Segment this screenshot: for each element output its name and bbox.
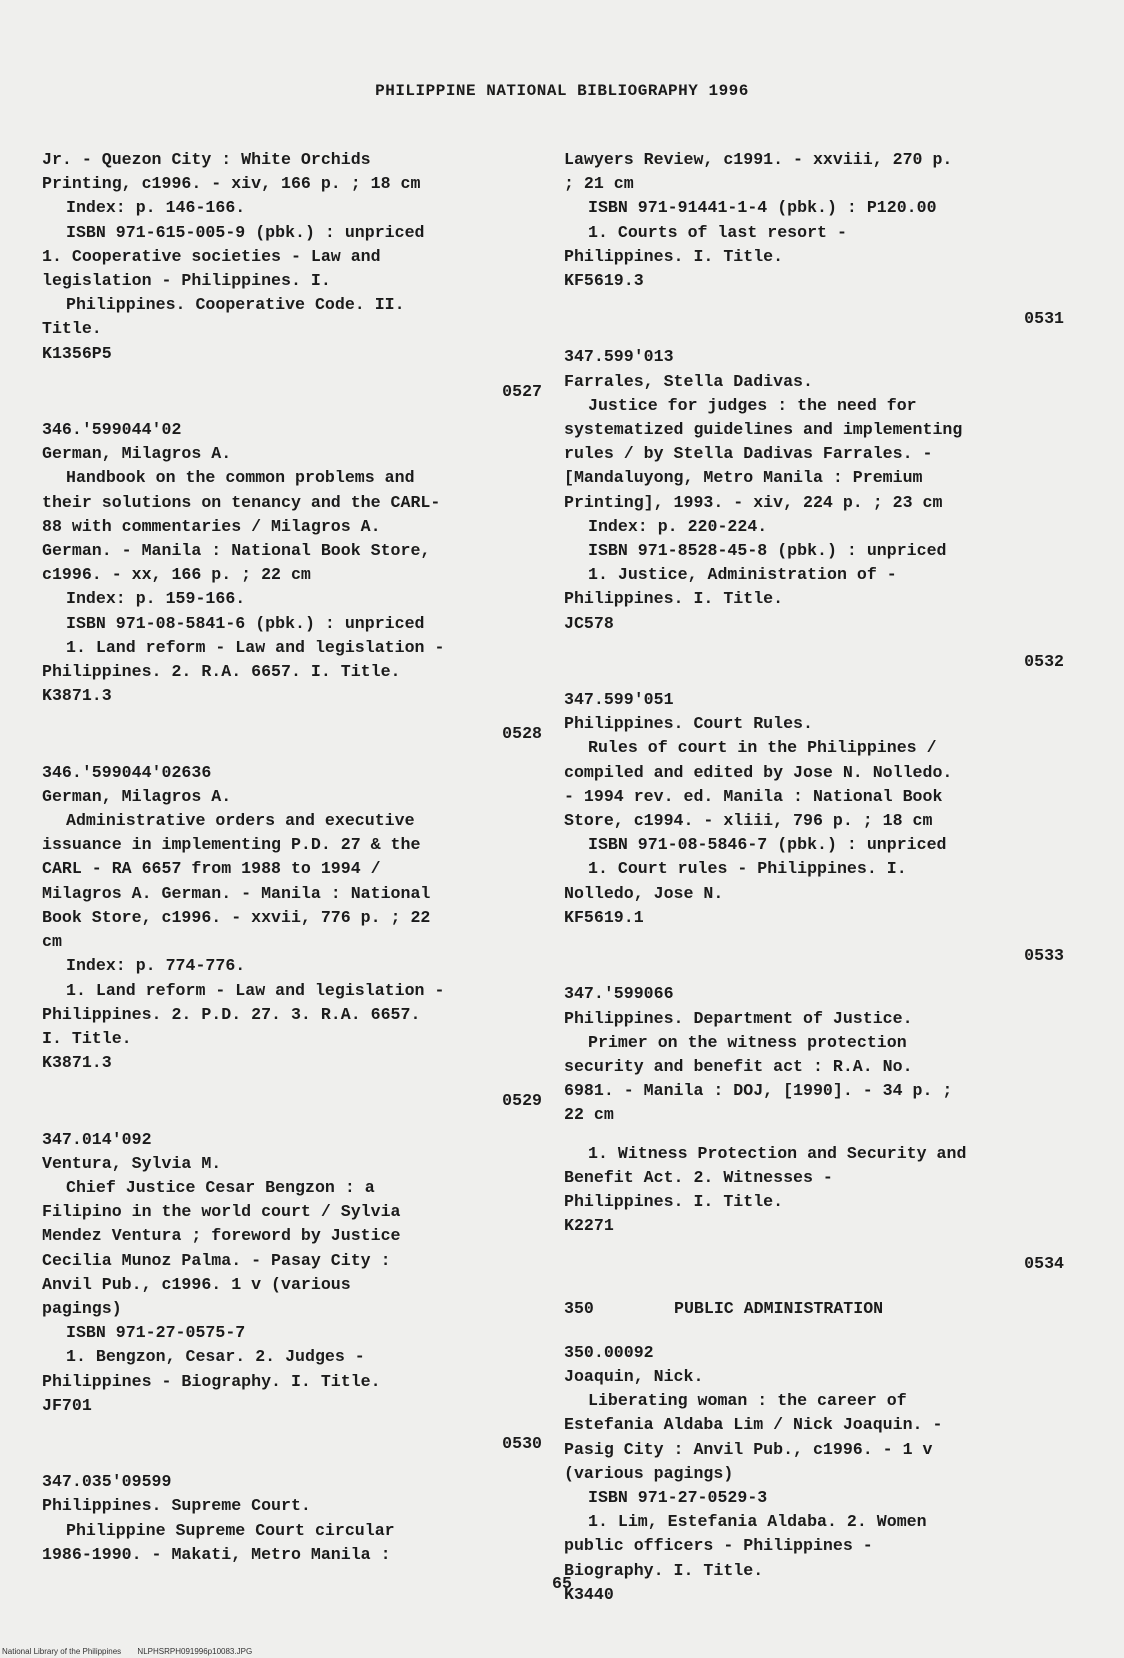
entry-number: 0533 [1024,946,1064,966]
entry-line: Book Store, c1996. - xxvii, 776 p. ; 22 [42,907,431,927]
entry-line: ISBN 971-27-0575-7 [66,1323,246,1343]
entry-line: ISBN 971-08-5846-7 (pbk.) : unpriced [588,835,947,855]
entry-line: legislation - Philippines. I. [42,271,331,291]
scan-footer [2,1647,252,1656]
entry-line: Farrales, Stella Dadivas. [564,371,813,391]
entry-line: their solutions on tenancy and the CARL- [42,492,441,512]
entry-line: ISBN 971-91441-1-4 (pbk.) : P120.00 [588,198,937,218]
entry-line: Joaquin, Nick. [564,1366,704,1386]
entry-line: Printing], 1993. - xiv, 224 p. ; 23 cm [564,492,943,512]
entry-line: Philippines. I. Title. [564,1191,784,1211]
entry-line: Philippines. 2. P.D. 27. 3. R.A. 6657. [42,1004,421,1024]
bibliographic-entry [564,345,1064,635]
entry-line: systematized guidelines and implementing [564,420,963,440]
entry-line: JC578 [564,613,614,633]
entry-line: CARL - RA 6657 from 1988 to 1994 / [42,859,381,879]
entry-line: Benefit Act. 2. Witnesses - [564,1167,833,1187]
entry-line: ISBN 971-27-0529-3 [588,1487,768,1507]
section-title: PUBLIC ADMINISTRATION [674,1298,884,1318]
entry-line: Ventura, Sylvia M. [42,1153,222,1173]
entry-number: 0530 [502,1433,542,1453]
entry-line: Index: p. 159-166. [66,589,246,609]
entry-line: 1. Witness Protection and Security and [588,1143,967,1163]
entry-line: Index: p. 774-776. [66,956,246,976]
section-class-number: 350 [564,1298,594,1318]
entry-line: K3440 [564,1584,614,1604]
bibliographic-entry [564,1341,1064,1607]
entry-line: Philippines. Court Rules. [564,714,813,734]
entry-line: ISBN 971-08-5841-6 (pbk.) : unpriced [66,613,425,633]
entry-line: 347.599'051 [564,690,674,710]
entry-line: 1986-1990. - Makati, Metro Manila : [42,1544,391,1564]
entry-line: 1. Land reform - Law and legislation - [66,980,445,1000]
entry-line: K2271 [564,1216,614,1236]
entry-line: Index: p. 220-224. [588,516,768,536]
entry-line: - 1994 rev. ed. Manila : National Book [564,786,943,806]
section-heading [564,1297,1064,1321]
entry-line: Philippines. 2. R.A. 6657. I. Title. [42,662,401,682]
entry-line: Cecilia Munoz Palma. - Pasay City : [42,1250,391,1270]
entry-line: 346.'599044'02 [42,420,182,440]
bibliographic-entry [564,982,1064,1127]
entry-line: Filipino in the world court / Sylvia [42,1202,401,1222]
entry-line: 1. Court rules - Philippines. I. [588,859,907,879]
entry-line: 1. Land reform - Law and legislation - [66,637,445,657]
entry-line: Philippines. I. Title. [564,589,784,609]
entry-line: Rules of court in the Philippines / [588,738,937,758]
entry-line: Philippines. I. Title. [564,246,784,266]
right-column [564,148,1064,1607]
entry-line: 347.035'09599 [42,1472,172,1492]
entry-line: 1. Bengzon, Cesar. 2. Judges - [66,1347,365,1367]
entry-line: Index: p. 146-166. [66,198,246,218]
entry-line: Chief Justice Cesar Bengzon : a [66,1177,375,1197]
entry-line: Store, c1994. - xliii, 796 p. ; 18 cm [564,811,933,831]
entry-line: Lawyers Review, c1991. - xxviii, 270 p. [564,150,953,169]
entry-line: KF5619.1 [564,907,644,927]
entry-line: Primer on the witness protection [588,1032,907,1052]
entry-line: [Mandaluyong, Metro Manila : Premium [564,468,923,488]
bibliographic-entry [42,418,542,708]
bibliographic-entry [42,1470,542,1567]
entry-line: Administrative orders and executive [66,811,415,831]
entry-line: (various pagings) [564,1463,734,1483]
entry-line: Title. [42,319,102,339]
entry-line: Jr. - Quezon City : White Orchids [42,150,371,169]
entry-line: c1996. - xx, 166 p. ; 22 cm [42,565,311,585]
entry-line: 350.00092 [564,1342,654,1362]
entry-line: 1. Courts of last resort - [588,222,847,242]
entry-line: Anvil Pub., c1996. 1 v (various [42,1274,351,1294]
bibliographic-entry [564,688,1064,930]
entry-line: Philippines. Supreme Court. [42,1496,311,1516]
left-column [42,148,542,1567]
entry-number: 0528 [502,724,542,744]
entry-line: pagings) [42,1298,122,1318]
entry-line: Justice for judges : the need for [588,395,917,415]
entry-line: Philippines. Department of Justice. [564,1008,913,1028]
entry-line: Philippines. Cooperative Code. II. [66,295,405,315]
entry-line: Handbook on the common problems and [66,468,415,488]
entry-line: 346.'599044'02636 [42,762,212,782]
entry-line: rules / by Stella Dadivas Farrales. - [564,444,933,464]
entry-line: 1. Lim, Estefania Aldaba. 2. Women [588,1512,927,1532]
entry-line: Liberating woman : the career of [588,1391,907,1411]
footer-file: NLPHSRPH091996p10083.JPG [137,1647,253,1656]
entry-line: 22 cm [564,1105,614,1125]
page-number: 65 [552,1574,572,1593]
entry-line: security and benefit act : R.A. No. [564,1056,913,1076]
page-title: PHILIPPINE NATIONAL BIBLIOGRAPHY 1996 [375,82,749,100]
entry-number: 0529 [502,1091,542,1111]
entry-line: 88 with commentaries / Milagros A. [42,516,381,536]
entry-line: 1. Cooperative societies - Law and [42,246,381,266]
entry-line: ISBN 971-8528-45-8 (pbk.) : unpriced [588,541,947,561]
entry-line: Philippines - Biography. I. Title. [42,1371,381,1391]
entry-line: KF5619.3 [564,271,644,291]
entry-line: K3871.3 [42,1053,112,1073]
entry-line: public officers - Philippines - [564,1536,873,1556]
entry-line: I. Title. [42,1028,132,1048]
entry-line: 1. Justice, Administration of - [588,565,897,585]
entry-line: ISBN 971-615-005-9 (pbk.) : unpriced [66,222,425,242]
entry-line: JF701 [42,1395,92,1415]
entry-line: Philippine Supreme Court circular [66,1520,395,1540]
entry-line: Milagros A. German. - Manila : National [42,883,431,903]
entry-number: 0527 [502,381,542,401]
entry-line: Mendez Ventura ; foreword by Justice [42,1226,401,1246]
entry-line: Pasig City : Anvil Pub., c1996. - 1 v [564,1439,933,1459]
entry-line: Printing, c1996. - xiv, 166 p. ; 18 cm [42,174,421,194]
entry-line: German, Milagros A. [42,786,232,806]
entry-line: issuance in implementing P.D. 27 & the [42,835,421,855]
bibliographic-entry [42,1128,542,1418]
entry-line: 6981. - Manila : DOJ, [1990]. - 34 p. ; [564,1081,953,1101]
entry-line: Nolledo, Jose N. [564,883,724,903]
entry-line: 347.'599066 [564,984,674,1004]
entry-number: 0531 [1024,309,1064,329]
entry-line: 347.599'013 [564,347,674,367]
footer-library: National Library of the Philippines [2,1647,122,1656]
entry-number: 0534 [1024,1254,1064,1274]
bibliographic-entry [564,1128,1064,1239]
entry-line: ; 21 cm [564,174,634,194]
entry-line: German, Milagros A. [42,444,232,464]
entry-line: German. - Manila : National Book Store, [42,541,431,561]
entry-line: compiled and edited by Jose N. Nolledo. [564,762,953,782]
entry-line: cm [42,932,62,952]
bibliographic-entry [42,148,542,366]
entry-line: Biography. I. Title. [564,1560,764,1580]
entry-line: K3871.3 [42,686,112,706]
entry-line: K1356P5 [42,343,112,363]
bibliographic-entry [564,148,1064,293]
bibliographic-entry [42,761,542,1076]
entry-line: Estefania Aldaba Lim / Nick Joaquin. - [564,1415,943,1435]
entry-number: 0532 [1024,651,1064,671]
entry-line: 347.014'092 [42,1129,152,1149]
